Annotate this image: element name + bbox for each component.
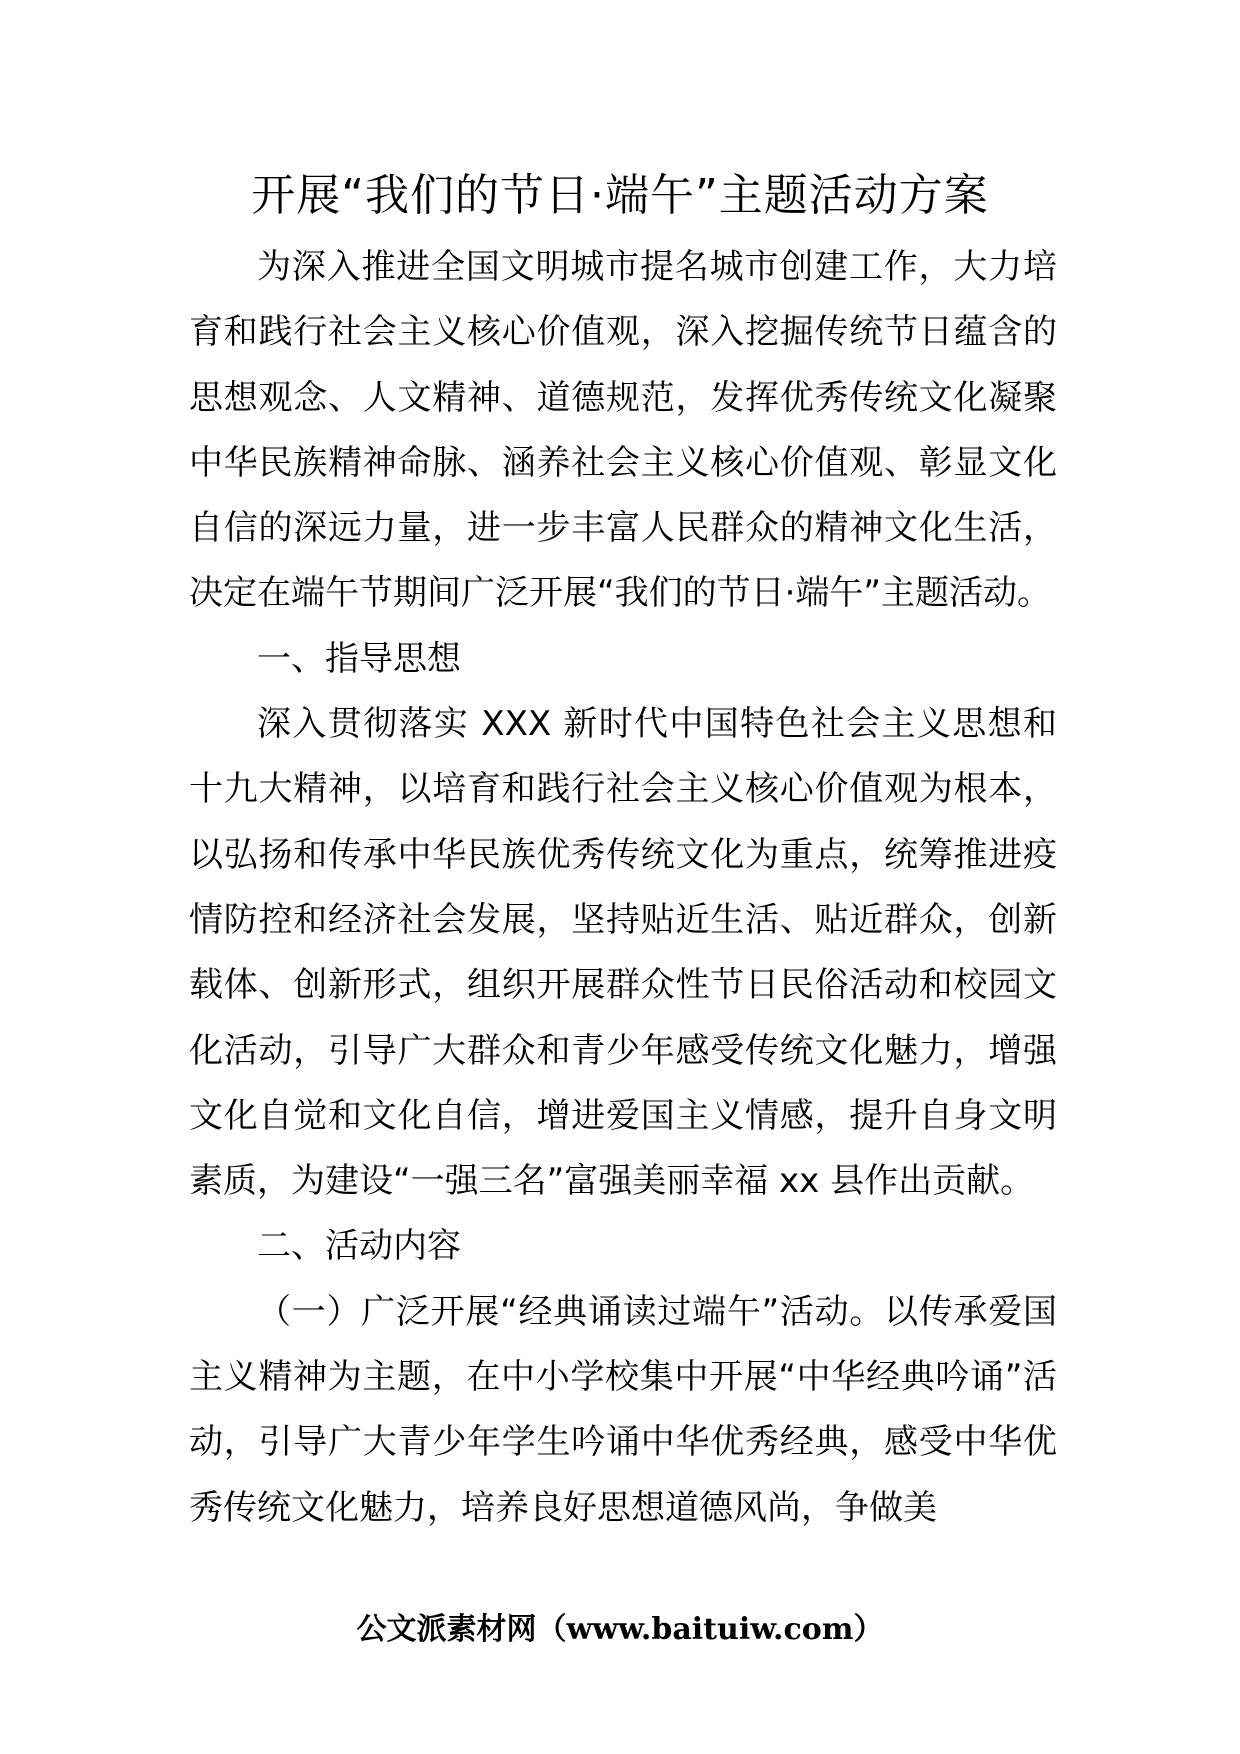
section-heading-activity-content: 二、活动内容 (257, 1226, 461, 1267)
document-title: 开展“我们的节日·端午”主题活动方案 (251, 170, 989, 221)
document-body (189, 235, 1057, 1541)
section-heading-guiding-ideology: 一、指导思想 (257, 638, 461, 679)
intro-paragraph: 为深入推进全国文明城市提名城市创建工作，大力培育和践行社会主义核心价值观，深入挖掘传统节日蕴含的思想观念、人文精神、道德规范，发挥优秀传统文化凝聚中华民族精神命脉、涵养社会主义核心价值观、彰显文化自信的深远力量，进一步丰富人民群众的精神文化生活，决定在端午节期间广泛开展“我们的节日·端午”主题活动。 (189, 247, 1057, 614)
activity-item-paragraph: （一）广泛开展“经典诵读过端午”活动。以传承爱国主义精神为主题，在中小学校集中开展“中华经典吟诵”活动，引导广大青少年学生吟诵中华优秀经典，感受中华优秀传统文化魅力，培养良好思想道德风尚，争做美 (189, 1291, 1057, 1528)
guiding-ideology-paragraph: 深入贯彻落实 XXX 新时代中国特色社会主义思想和十九大精神，以培育和践行社会主义核心价值观为根本，以弘扬和传承中华民族优秀传统文化为重点，统筹推进疫情防控和经济社会发展，坚持贴近生活、贴近群众，创新载体、创新形式，组织开展群众性节日民俗活动和校园文化活动，引导广大群众和青少年感受传统文化魅力，增强文化自觉和文化自信，增进爱国主义情感，提升自身文明素质，为建设“一强三名”富强美丽幸福 xx 县作出贡献。 (189, 704, 1057, 1202)
footer-source-text: 公文派素材网（www.baituiw.com） (356, 1612, 884, 1647)
